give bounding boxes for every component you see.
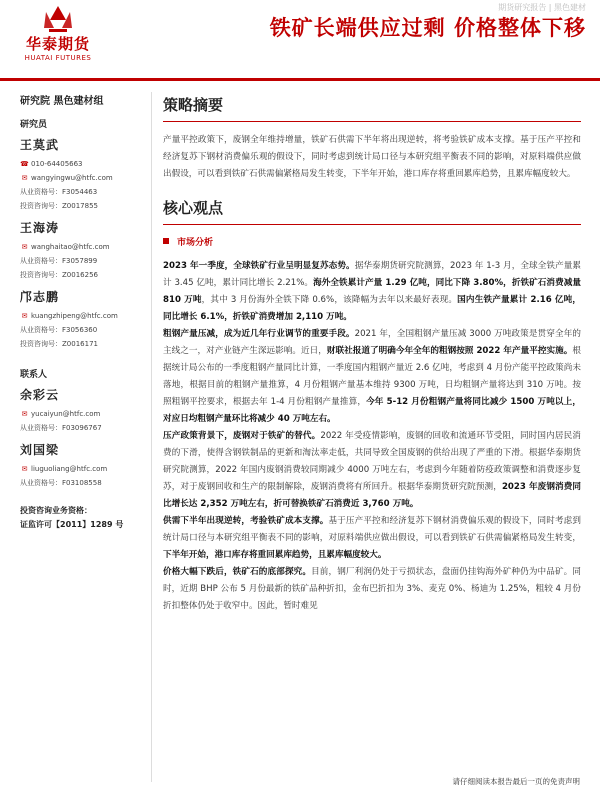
researcher-name: 邝志鹏 (20, 290, 60, 304)
core-title: 核心观点 (163, 199, 224, 217)
text-run: 2022 年受疫情影响，废钢的回收和流通环节受阻，同时国内居民消费的下滑，使得含钢铁制品的更新和淘汰率走低，共同导致全国废钢的供给出现了严重的下滑。根据华泰期货研究院测算，2022 年国内废钢消费较同期减少 4000 万吨左右，考虑到今年随着防疫政策调整和消费逐步复苏，对于废钢回收和生产的限制解除，废钢消费将有所回升。根据华泰期货研究院预测， (163, 431, 581, 492)
email-address[interactable]: yucaiyun@htfc.com (31, 410, 101, 418)
text-run: ，其中 3 月份海外全铁下降 0.6%，该降幅为去年以来最好表现。 (201, 295, 458, 305)
qualification-number: 从业资格号：F3056360 (20, 326, 98, 334)
section-rule (163, 121, 581, 122)
author-sidebar (20, 92, 150, 532)
text-run: 目前，钢厂利润仍处于亏损状态，盘面仍挂钩海外矿种仍为中品矿。同时，近期 BHP 公布 5 月份最新的铁矿品种折扣，金布巴折扣为 3%、麦克 0%、杨迪为 1.25%，粗较 4 月份折扣整体仍处于收窄中。因此，暂时难见 (163, 567, 581, 611)
contact-block (20, 441, 150, 490)
paragraph-supply-demand (163, 513, 581, 564)
qualification-number: 从业资格号：F3054463 (20, 188, 98, 196)
qualification-number: 从业资格号：F03096767 (20, 424, 102, 432)
investment-advisory-number: 投资咨询号：Z0016256 (20, 271, 98, 279)
report-header (0, 0, 600, 80)
bold-text-run: 下半年开始，港口库存将重回累库趋势，且累库幅度较大。 (163, 550, 387, 560)
researcher-heading: 研究员 (20, 120, 48, 130)
square-bullet-icon (163, 238, 169, 244)
contact-block (20, 386, 150, 435)
researcher-block (20, 136, 150, 213)
research-group: 研究院 黑色建材组 (20, 96, 104, 107)
phone-number: 010-64405663 (31, 160, 83, 168)
disclaimer-note: 请仔细阅读本报告最后一页的免责声明 (452, 777, 580, 786)
researcher-email (20, 309, 150, 323)
paragraph-price-bottom (163, 564, 581, 615)
contact-name: 刘国梁 (20, 443, 60, 457)
summary-title: 策略摘要 (163, 96, 224, 114)
section-rule (163, 224, 581, 225)
license-info (20, 504, 150, 532)
email-address[interactable]: kuangzhipeng@htfc.com (31, 312, 118, 320)
paragraph-scrap-steel (163, 428, 581, 513)
header-divider (0, 78, 600, 81)
qualification-number: 从业资格号：F3057899 (20, 257, 98, 265)
qualification-number: 从业资格号：F03108558 (20, 479, 102, 487)
researcher-email (20, 171, 150, 185)
bold-text-run: 压产政策背景下，废钢对于铁矿的替代。 (163, 431, 321, 441)
researcher-block (20, 288, 150, 351)
bold-text-run: 今年 5-12 月份粗钢产量将同比减少 1500 万吨以上，对应日均粗钢产量环比将减少 40 万吨左右。 (163, 397, 581, 424)
logo-name: 华泰期货 (25, 35, 90, 53)
paragraph-global-iron (163, 258, 581, 326)
column-divider (151, 92, 152, 782)
text-run: 据华泰期货研究院测算，2023 年 1-3 月，全球全铁产量累计 3.45 亿吨，累计同比增长 2.21%。 (163, 261, 581, 288)
researcher-phone (20, 157, 150, 171)
text-run: 2021 年，全国粗钢产量压减 3000 万吨政策是贯穿全年的主线之一，对产业链产生深远影响。近日， (163, 329, 581, 356)
text-run: 基于压产平控和经济复苏下钢材消费偏乐观的假设下，同时考虑到统计局口径与本研究组平衡表不同的影响，对原料端供应做出假设，可以看到铁矿石供需偏紧格局发生转变， (163, 516, 581, 543)
text-run: 根据统计局公布的一季度粗钢产量同比计算，一季度国内粗钢产量近 2.6 亿吨，考虑到 4 月份产能平控政策尚未落地，根据目前的粗钢产量推算，4 月份粗钢产量基本维持 9300 万吨，日均粗钢产量将达到 310 万吨。按照粗钢平控要求，根据去年 1-4 月份粗钢产量推算， (163, 346, 581, 407)
bold-text-run: 国内生铁产量累计 2.16 亿吨，同比增长 6.1%，折铁矿消费增加 2,110 万吨。 (163, 295, 582, 322)
contact-name: 余彩云 (20, 388, 60, 402)
researcher-name: 王莫武 (20, 138, 60, 152)
bold-text-run: 供需下半年出现逆转，考验铁矿成本支撑。 (163, 516, 329, 526)
contact-heading: 联系人 (20, 370, 48, 380)
report-title: 铁矿长端供应过剩 价格整体下移 (269, 16, 586, 40)
bold-text-run: 海外全铁累计产量 1.29 亿吨，同比下降 3.80%，折铁矿石消费减量 810 万吨 (163, 278, 581, 305)
bold-text-run: 财联社报道了明确今年全年的粗钢按照 2022 年产量平控实施。 (326, 346, 573, 356)
email-icon: ✉ (21, 174, 28, 182)
email-icon: ✉ (21, 243, 28, 251)
email-address[interactable]: wangyingwu@htfc.com (31, 174, 113, 182)
researcher-block (20, 219, 150, 282)
email-icon: ✉ (21, 465, 28, 473)
summary-paragraph: 产量平控政策下，废钢全年维持增量，铁矿石供需下半年将出现逆转，将考验铁矿成本支撑。基于压产平控和经济复苏下钢材消费偏乐观的假设下，同时考虑到统计局口径与本研究组平衡表不同的影响，对原料端供应做出假设，可以看到铁矿石供需偏紧格局发生转变，下半年开始，港口库存将重回累库趋势，且累库幅度较大。 (163, 135, 581, 179)
bold-text-run: 2023 年一季度，全球铁矿行业呈明显复苏态势。 (163, 261, 355, 271)
bold-text-run: 2023 年废钢消费同比增长达 2,352 万吨左右，折可替换铁矿石消费近 3,760 万吨。 (163, 482, 581, 509)
investment-advisory-number: 投资咨询号：Z0016171 (20, 340, 98, 348)
logo-english: HUATAI FUTURES (24, 54, 92, 62)
investment-advisory-number: 投资咨询号：Z0017855 (20, 202, 98, 210)
spacer (20, 351, 150, 363)
email-icon: ✉ (21, 410, 28, 418)
bold-text-run: 价格大幅下跌后，铁矿石的底部探究。 (163, 567, 312, 577)
researcher-email (20, 240, 150, 254)
spacer (163, 183, 581, 195)
phone-icon: ☎ (20, 160, 29, 168)
contact-email (20, 462, 150, 476)
email-icon: ✉ (21, 312, 28, 320)
email-address[interactable]: liuguoliang@htfc.com (31, 465, 108, 473)
contact-email (20, 407, 150, 421)
license-label: 投资咨询业务资格： (20, 506, 92, 515)
report-category: 期货研究报告 | 黑色建材 (498, 3, 586, 12)
market-heading-label: 市场分析 (177, 238, 214, 248)
email-address[interactable]: wanghaitao@htfc.com (31, 243, 110, 251)
license-number: 证监许可【2011】1289 号 (20, 520, 124, 529)
market-analysis-heading (163, 235, 581, 248)
paragraph-crude-steel (163, 326, 581, 428)
main-content (163, 92, 581, 615)
researcher-name: 王海涛 (20, 221, 60, 235)
bold-text-run: 粗钢产量压减，成为近几年行业调节的重要手段。 (163, 329, 355, 339)
